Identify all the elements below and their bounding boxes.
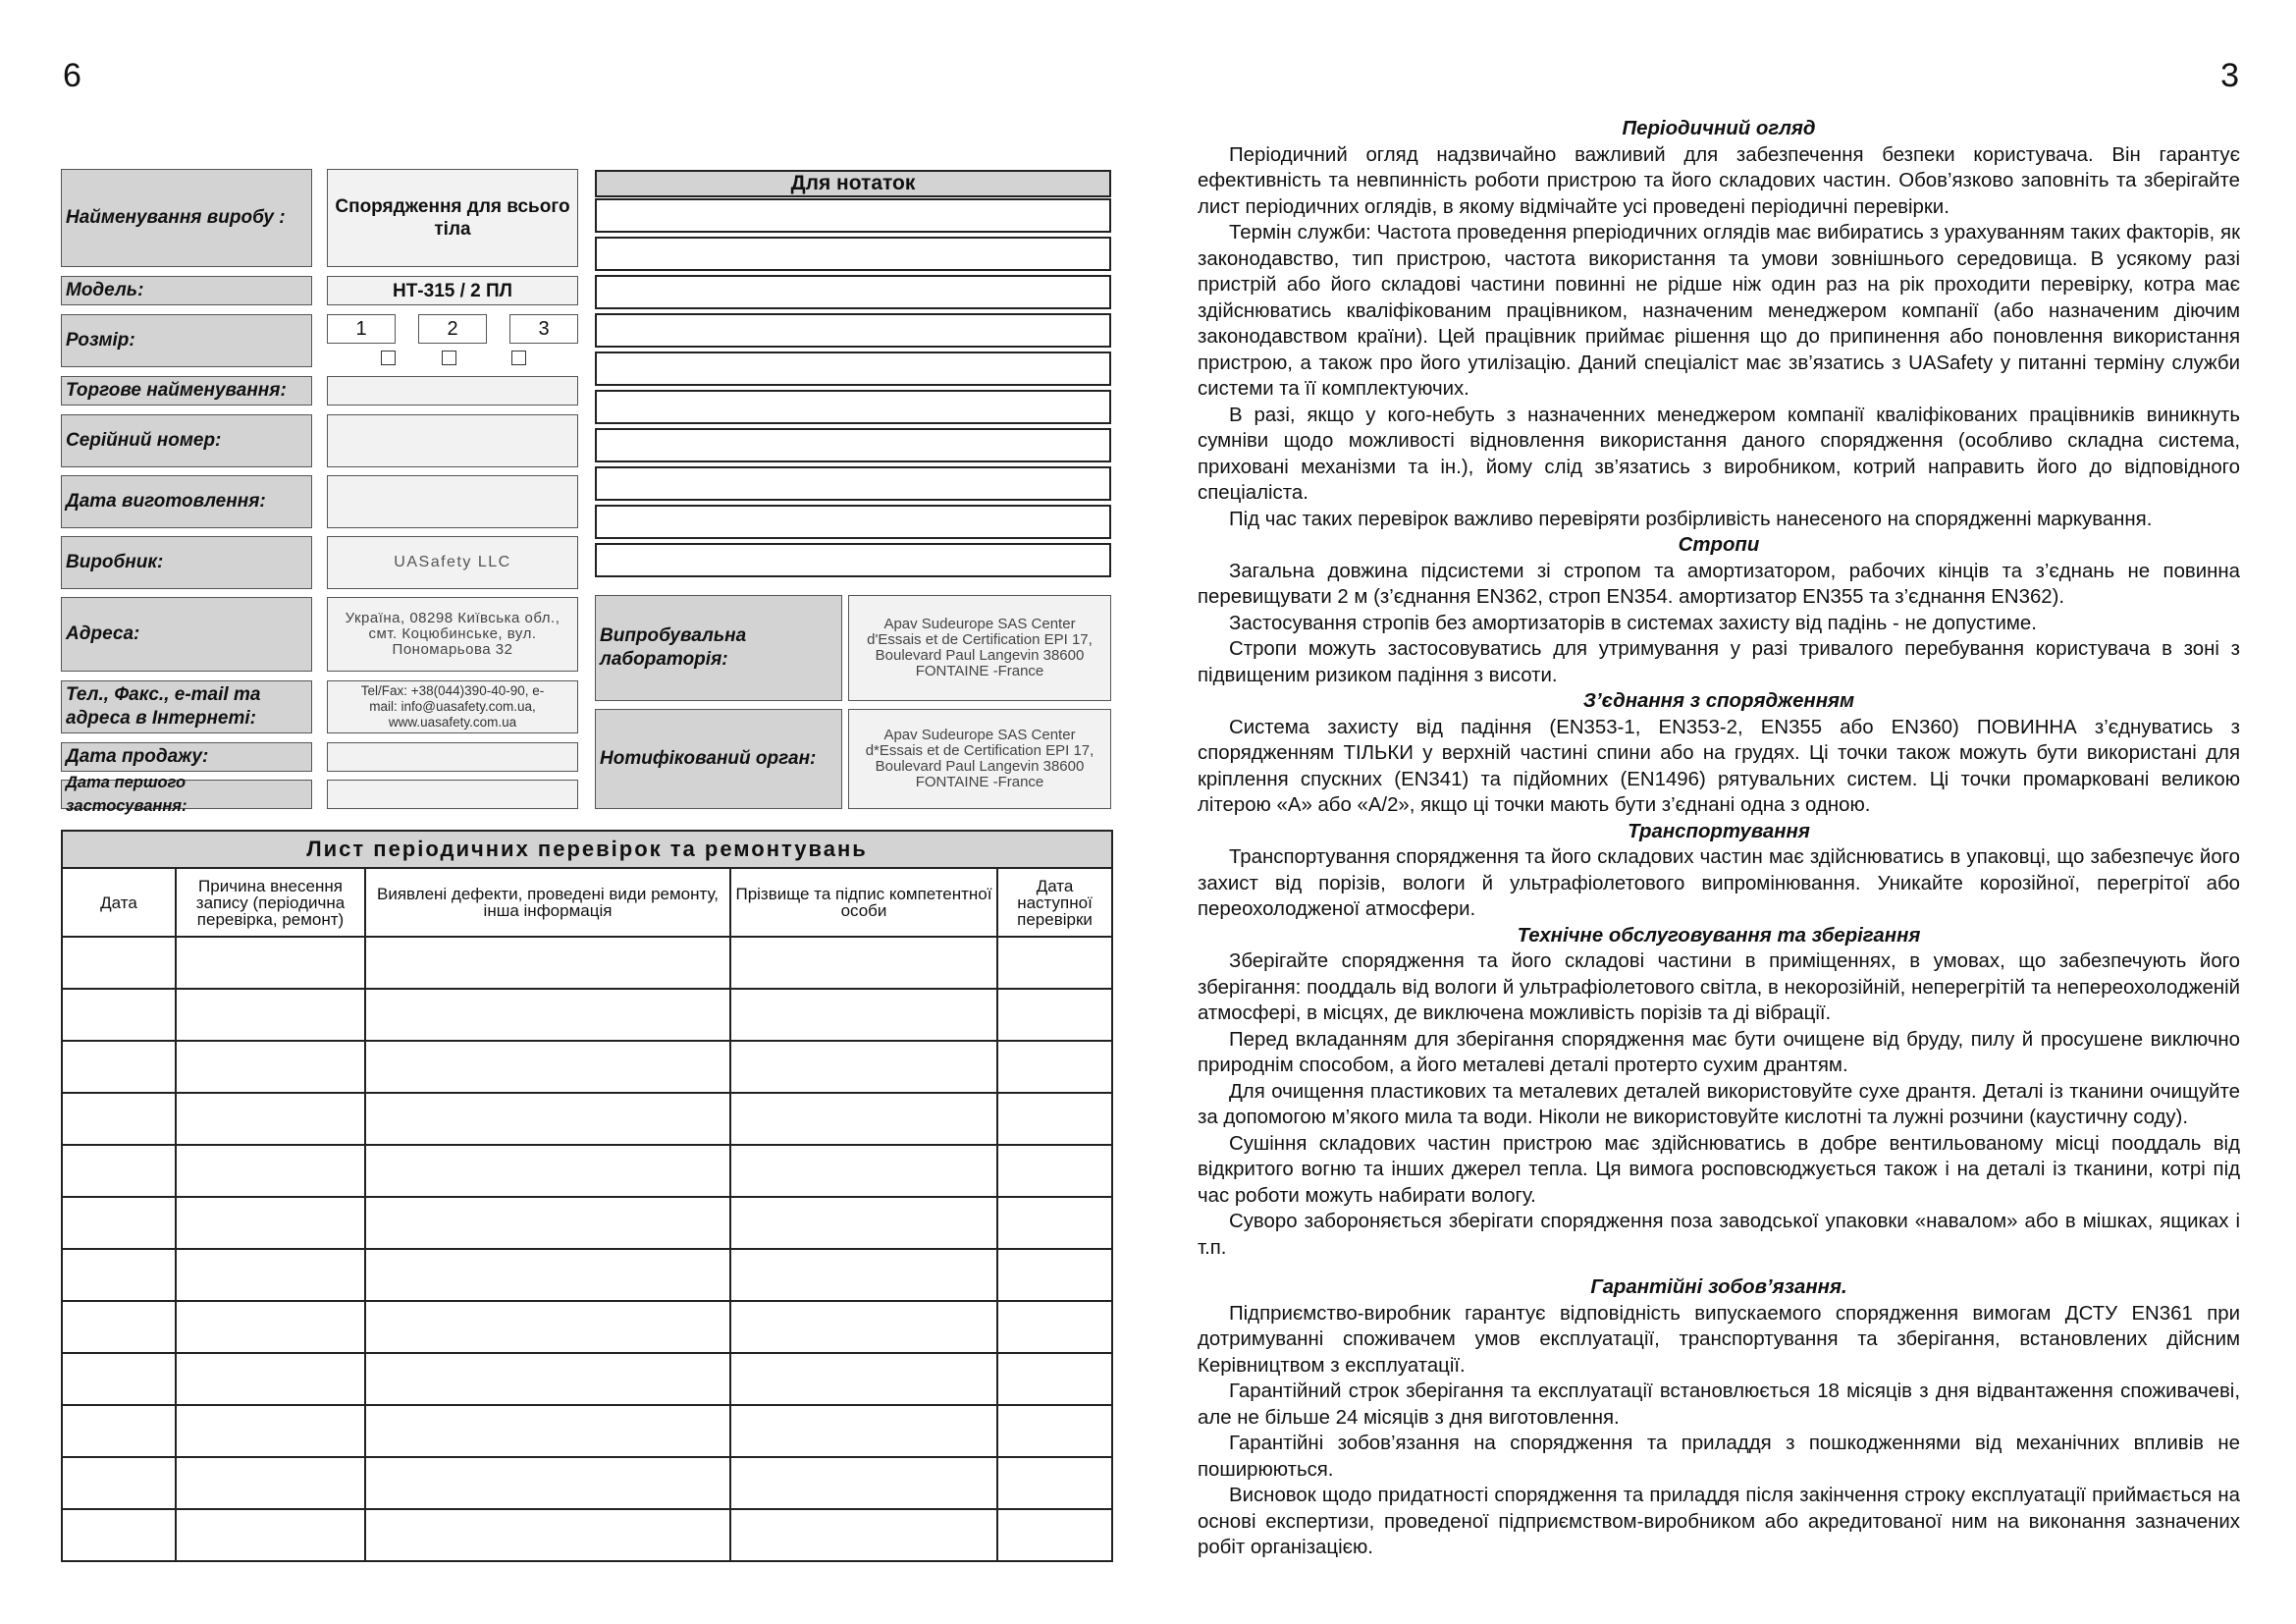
table-cell[interactable] <box>997 989 1112 1041</box>
table-cell[interactable] <box>730 1145 997 1197</box>
note-line[interactable] <box>595 237 1111 271</box>
table-cell[interactable] <box>997 1353 1112 1405</box>
manufacturer-label: Виробник: <box>61 536 312 589</box>
size-option-1: 1 <box>327 314 396 344</box>
table-cell[interactable] <box>62 1301 176 1353</box>
page-number-right: 3 <box>2220 57 2239 94</box>
paragraph: Стропи можуть застосовуватись для утримування у разі тривалого перебування користувача в зоні з підвищеним ризиком падіння з висоти. <box>1198 638 2240 686</box>
size-option-2: 2 <box>418 314 487 344</box>
first-use-date-field[interactable] <box>327 780 578 809</box>
column-header-defects: Виявлені дефекти, проведені види ремонту, інша інформація <box>365 868 730 937</box>
table-cell[interactable] <box>176 937 365 989</box>
table-cell[interactable] <box>730 1041 997 1093</box>
table-cell[interactable] <box>997 1509 1112 1561</box>
table-cell[interactable] <box>176 989 365 1041</box>
table-cell[interactable] <box>730 1249 997 1301</box>
paragraph: Підприємство-виробник гарантує відповідність випускаемого спорядження вимогам ДСТУ EN361 при дотримуванні споживачем умов експлуатації, транспортування та зберігання, встановлених дійсним Керівництвом з експлуатації. <box>1198 1302 2240 1377</box>
table-cell[interactable] <box>365 1197 730 1249</box>
table-cell[interactable] <box>730 1509 997 1561</box>
note-line[interactable] <box>595 198 1111 233</box>
paragraph: Загальна довжина підсистеми зі стропом та амортизатором, рабочих кінців та з’єднань не повинна перевищувати 2 м (з’єднання EN362, строп EN354. амортизатор EN355 та з’єднання EN362). <box>1198 560 2240 608</box>
table-cell[interactable] <box>997 1301 1112 1353</box>
trade-name-field[interactable] <box>327 376 578 406</box>
section-heading: Періодичний огляд <box>1622 118 1816 139</box>
table-cell[interactable] <box>997 1405 1112 1457</box>
first-use-date-label: Дата першого застосування: <box>61 780 312 809</box>
paragraph: Висновок щодо придатності спорядження та приладдя після закінчення строку експлуатації приймається на основі експертизи, проведеної підприємством-виробником або акредитованої ним на виконання зазначених робіт організацією. <box>1198 1485 2240 1558</box>
section-heading: Транспортування <box>1628 820 1810 842</box>
page-number-left: 6 <box>63 57 81 94</box>
spacer <box>1198 1261 2240 1274</box>
section-heading: Гарантійні зобов’язання. <box>1590 1276 1847 1298</box>
table-cell[interactable] <box>365 1093 730 1145</box>
contacts-label: Тел., Факс., e-mail та адреса в Інтернеті: <box>61 680 312 733</box>
size-2-checkbox[interactable] <box>442 351 456 365</box>
table-row <box>62 989 1112 1041</box>
table-cell[interactable] <box>62 1457 176 1509</box>
table-cell[interactable] <box>365 1301 730 1353</box>
table-row <box>62 1509 1112 1561</box>
table-cell[interactable] <box>62 1405 176 1457</box>
product-name-value: Спорядження для всього тіла <box>327 169 578 267</box>
serial-number-field[interactable] <box>327 414 578 467</box>
column-header-signature: Прізвище та підпис компетентної особи <box>730 868 997 937</box>
table-cell[interactable] <box>176 1197 365 1249</box>
table-cell[interactable] <box>997 1249 1112 1301</box>
section-heading: Технічне обслуговування та зберігання <box>1517 924 1921 947</box>
notified-body-label: Нотифікований орган: <box>595 709 842 809</box>
note-line[interactable] <box>595 505 1111 539</box>
paragraph: Застосування стропів без амортизаторів в системах захисту від падінь - не допустиме. <box>1229 612 2037 634</box>
paragraph: Гарантійні зобов’язання на спорядження та приладдя з пошкодженнями від механічних впливів не поширюються. <box>1198 1433 2240 1481</box>
notified-body-value: Apav Sudeurope SAS Center d*Essais et de Certification EPI 17, Boulevard Paul Langevin 38600 FONTAINE -France <box>848 709 1111 809</box>
table-row <box>62 1249 1112 1301</box>
test-lab-value: Apav Sudeurope SAS Center d'Essais et de Certification EPI 17, Boulevard Paul Langevin 38600 FONTAINE -France <box>848 595 1111 701</box>
table-cell[interactable] <box>730 1197 997 1249</box>
table-cell[interactable] <box>365 1405 730 1457</box>
column-header-next-date: Дата наступної перевірки <box>997 868 1112 937</box>
table-cell[interactable] <box>62 989 176 1041</box>
table-cell[interactable] <box>176 1093 365 1145</box>
table-cell[interactable] <box>997 1197 1112 1249</box>
table-cell[interactable] <box>62 1249 176 1301</box>
table-row <box>62 1145 1112 1197</box>
table-cell[interactable] <box>730 1353 997 1405</box>
model-label: Модель: <box>61 276 312 305</box>
table-cell[interactable] <box>176 1509 365 1561</box>
table-cell[interactable] <box>365 1509 730 1561</box>
paragraph: Сушіння складових частин пристрою має здійснюватись в добре вентильованому місці поoддаль від відкритого вогню та інших джерел тепла. Ця вимога росповсюджується також і на деталі із тканини, котрі під час роботи можуть набирати вологу. <box>1198 1132 2240 1207</box>
trade-name-label: Торгове найменування: <box>61 376 312 406</box>
size-3-checkbox[interactable] <box>511 351 526 365</box>
table-cell[interactable] <box>365 1041 730 1093</box>
table-row <box>62 937 1112 989</box>
table-cell[interactable] <box>997 1093 1112 1145</box>
contacts-value: Tel/Fax: +38(044)390-40-90, e-mail: info@uasafety.com.ua, www.uasafety.com.ua <box>327 680 578 733</box>
paragraph: В разі, якщо у кого-небуть з назначенних менеджером компанії кваліфікованих працівників виникнуть сумніви щодо можливості відновлення використання даного спорядження (особливо складна система, приховані механізми та ін.), йому слід зв’язатись з виробником, котрий направить його до відповідного спеціаліста. <box>1198 404 2240 504</box>
table-cell[interactable] <box>176 1041 365 1093</box>
paragraph: Система захисту від падіння (EN353-1, EN353-2, EN355 або EN360) ПОВИННА з’єднуватись з спорядженням ТІЛЬКИ у верхній частині спини або на грудях. Ці точки також можуть бути використані для кріплення спускних (EN341) та підйомних (EN1496) рятувальних систем. Ці точки промарковані великою літерою «А» або «А/2», якщо ці точки мають бути з’єднані одна з одною. <box>1198 716 2240 816</box>
table-cell[interactable] <box>365 989 730 1041</box>
size-label: Розмір: <box>61 314 312 367</box>
table-cell[interactable] <box>730 989 997 1041</box>
table-cell[interactable] <box>365 1249 730 1301</box>
paragraph: Термін служби: Частота проведення рперіодичних оглядів має вибиратись з урахуванням таких факторів, як законодавство, тип пристрою, частота використання та умови зовнішнього середовища. В усякому разі пристрій або його складові частини повинні не рідше ніж один раз на рік проходити перевірку, котра має здійснюватись кваліфікованим працівником, назначеним менеджером компанії (або назначеним діючим законодавством країни). Цей працівник приймає рішення що до припинення або поновлення використання пристрою, а також про його утилізацію. Даний спеціаліст має зв’язатись з UASafety у питанні терміну служби системи та її комплектуючих. <box>1198 222 2240 400</box>
section-heading: Стропи <box>1678 534 1760 556</box>
table-cell[interactable] <box>997 1041 1112 1093</box>
model-value: НТ-315 / 2 ПЛ <box>327 276 578 305</box>
table-cell[interactable] <box>365 1145 730 1197</box>
sale-date-label: Дата продажу: <box>61 742 312 772</box>
table-cell[interactable] <box>176 1145 365 1197</box>
note-line[interactable] <box>595 428 1111 462</box>
note-line[interactable] <box>595 543 1111 577</box>
table-cell[interactable] <box>730 1405 997 1457</box>
table-cell[interactable] <box>176 1457 365 1509</box>
note-line[interactable] <box>595 352 1111 386</box>
product-name-label: Найменування виробу : <box>61 169 312 267</box>
paragraph: Гарантійний строк зберігання та експлуатації встановлюється 18 місяців з дня відвантаження споживачеві, але не більше 24 місяців з дня виготовлення. <box>1198 1380 2240 1429</box>
table-row <box>62 1093 1112 1145</box>
table-cell[interactable] <box>365 1353 730 1405</box>
size-1-checkbox[interactable] <box>381 351 396 365</box>
table-cell[interactable] <box>62 1197 176 1249</box>
note-line[interactable] <box>595 313 1111 348</box>
note-line[interactable] <box>595 466 1111 501</box>
table-row <box>62 1197 1112 1249</box>
manufacture-date-label: Дата виготовлення: <box>61 475 312 528</box>
table-cell[interactable] <box>730 1457 997 1509</box>
table-cell[interactable] <box>176 1405 365 1457</box>
paragraph: Під час таких перевірок важливо перевіряти розбірливість нанесеного на спорядженні маркування. <box>1229 508 2153 530</box>
section-heading: З’єднання з спорядженням <box>1582 690 1855 712</box>
table-row <box>62 1457 1112 1509</box>
table-cell[interactable] <box>62 937 176 989</box>
paragraph: Для очищення пластикових та металевих деталей використовуйте сухе дрантя. Деталі із тканини очищуйте за допомогою м’якого мила та води. Ніколи не використовуйте кислотні та лужні розчини (каустичну соду). <box>1198 1080 2240 1128</box>
table-cell[interactable] <box>62 1145 176 1197</box>
address-value: Україна, 08298 Київська обл., смт. Коцюбинське, вул. Пономарьова 32 <box>327 597 578 672</box>
paragraph: Транспортування спорядження та його складових частин має здійснюватись в упаковці, що забезпечує його захист від порізів, вологи й ультрафіолетового випромінювання. Уникайте корозійної, перегрітої або переохолодженої атмосфери. <box>1198 846 2240 920</box>
address-label: Адреса: <box>61 597 312 672</box>
paragraph: Періодичний огляд надзвичайно важливий для забезпечення безпеки користувача. Він гарантує ефективність та невпинність роботи пристрою та його складових частин. Обов’язково заповніть та зберігайте лист періодичних оглядів, в якому відмічайте усі проведені періодичні перевірки. <box>1198 143 2240 218</box>
table-cell[interactable] <box>730 1093 997 1145</box>
sale-date-field[interactable] <box>327 742 578 772</box>
serial-number-label: Серійний номер: <box>61 414 312 467</box>
table-row <box>62 1353 1112 1405</box>
note-line[interactable] <box>595 390 1111 424</box>
manufacture-date-field[interactable] <box>327 475 578 528</box>
table-cell[interactable] <box>62 1353 176 1405</box>
column-header-reason: Причина внесення запису (періодична перевірка, ремонт) <box>176 868 365 937</box>
paragraph: Перед вкладанням для зберігання спорядження має бути очищене від бруду, пилу й просушене виключно природнім способом, а його металеві деталі протерто сухим дрантям. <box>1198 1028 2240 1076</box>
table-row <box>62 1301 1112 1353</box>
table-cell[interactable] <box>365 1457 730 1509</box>
table-row <box>62 1405 1112 1457</box>
table-cell[interactable] <box>730 937 997 989</box>
note-line[interactable] <box>595 275 1111 309</box>
inspection-table-title: Лист періодичних перевірок та ремонтувань <box>62 831 1112 868</box>
notes-title: Для нотаток <box>595 170 1111 197</box>
manufacturer-value: UASafety LLC <box>327 536 578 589</box>
table-row <box>62 1041 1112 1093</box>
paragraph: Зберігайте спорядження та його складові частини в приміщеннях, в умовах, що забезпечують його зберігання: поoддаль від вологи й ультрафіолетового світла, в некорозійній, неперегрітій та непереохолодженій атмосфері, в місцях, де виключена можливість порізів та ді вібрації. <box>1198 950 2240 1024</box>
table-cell[interactable] <box>997 937 1112 989</box>
test-lab-label: Випробувальна лабораторія: <box>595 595 842 701</box>
table-cell[interactable] <box>62 1509 176 1561</box>
column-header-date: Дата <box>62 868 176 937</box>
size-option-3: 3 <box>509 314 578 344</box>
inspection-table <box>61 830 1113 1562</box>
paragraph: Суворо забороняється зберігати спорядження поза заводської упаковки «навалом» або в мішках, ящиках і т.п. <box>1198 1211 2240 1259</box>
table-cell[interactable] <box>62 1093 176 1145</box>
table-cell[interactable] <box>176 1301 365 1353</box>
table-cell[interactable] <box>730 1301 997 1353</box>
table-cell[interactable] <box>365 937 730 989</box>
table-cell[interactable] <box>997 1457 1112 1509</box>
table-cell[interactable] <box>997 1145 1112 1197</box>
table-cell[interactable] <box>62 1041 176 1093</box>
table-cell[interactable] <box>176 1249 365 1301</box>
table-cell[interactable] <box>176 1353 365 1405</box>
instructions-text <box>1198 116 2240 1561</box>
